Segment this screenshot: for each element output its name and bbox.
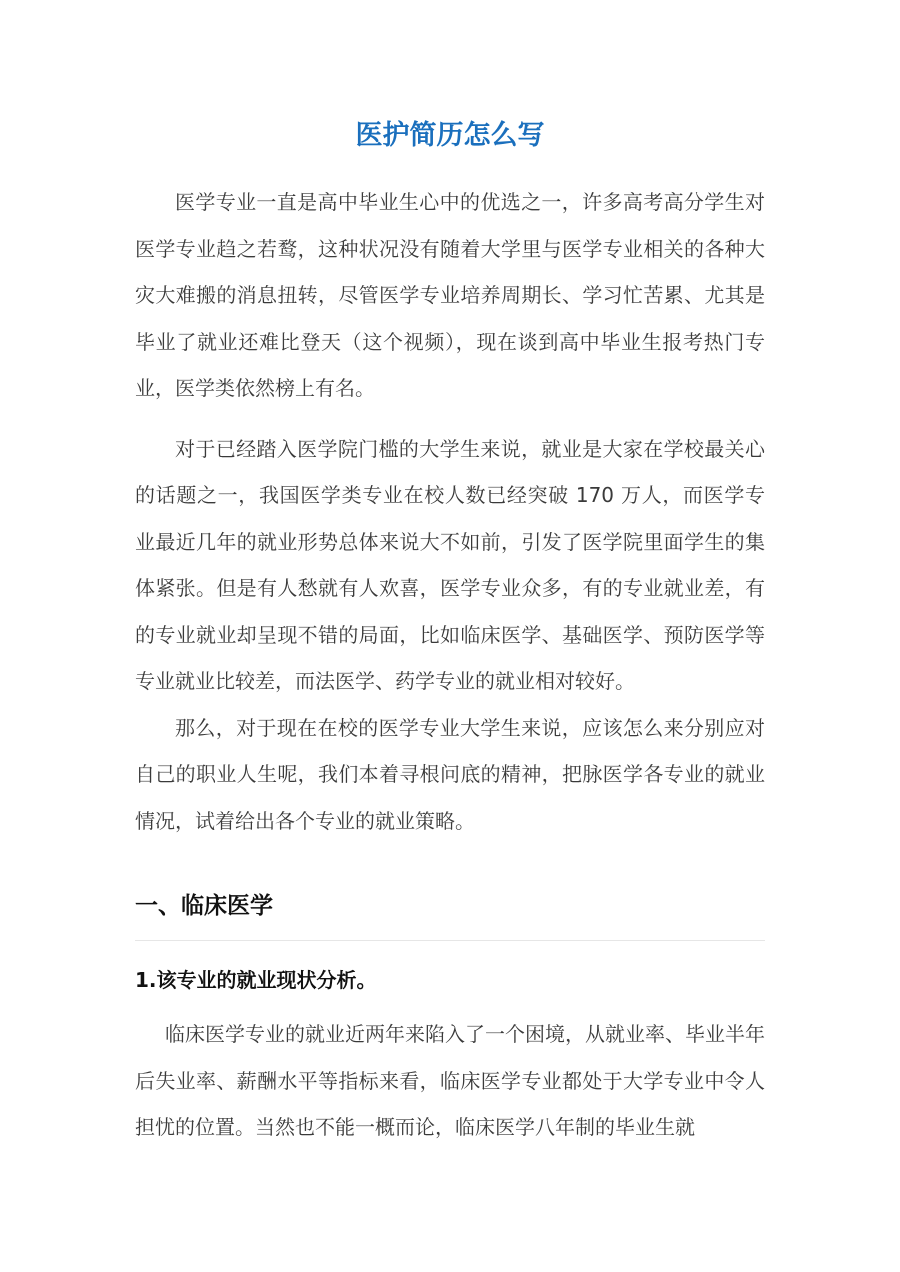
section-heading-clinical-medicine: 一、临床医学 [135,886,765,941]
sub-heading-employment-status: 1.该专业的就业现状分析。 [135,968,377,992]
document-title: 医护简历怎么写 [355,120,545,151]
intro-paragraph-3: 那么，对于现在在校的医学专业大学生来说，应该怎么来分别应对自己的职业人生呢，我们本着寻根问底的精神，把脉医学各专业的就业情况，试着给出各个专业的就业策略。 [135,715,765,833]
intro-paragraph-1: 医学专业一直是高中毕业生心中的优选之一，许多高考高分学生对医学专业趋之若鹜，这种状况没有随着大学里与医学专业相关的各种大灾大难搬的消息扭转，尽管医学专业培养周期长、学习忙苦累、尤其是毕业了就业还难比登天（这个视频），现在谈到高中毕业生报考热门专业，医学类依然榜上有名。 [135,190,765,400]
section-paragraph-1: 临床医学专业的就业近两年来陷入了一个困境，从就业率、毕业半年后失业率、薪酬水平等指标来看，临床医学专业都处于大学专业中令人担忧的位置。当然也不能一概而论，临床医学八年制的毕业生就 [135,1022,765,1139]
intro-paragraph-2: 对于已经踏入医学院门槛的大学生来说，就业是大家在学校最关心的话题之一，我国医学类专业在校人数已经突破 170 万人，而医学专业最近几年的就业形势总体来说大不如前，引发了医学院里面学生的集体紧张。但是有人愁就有人欢喜，医学专业众多，有的专业就业差，有的专业就业却呈现不错的局面，比如临床医学、基础医学、预防医学等专业就业比较差，而法医学、药学专业的就业相对较好。 [135,436,765,693]
